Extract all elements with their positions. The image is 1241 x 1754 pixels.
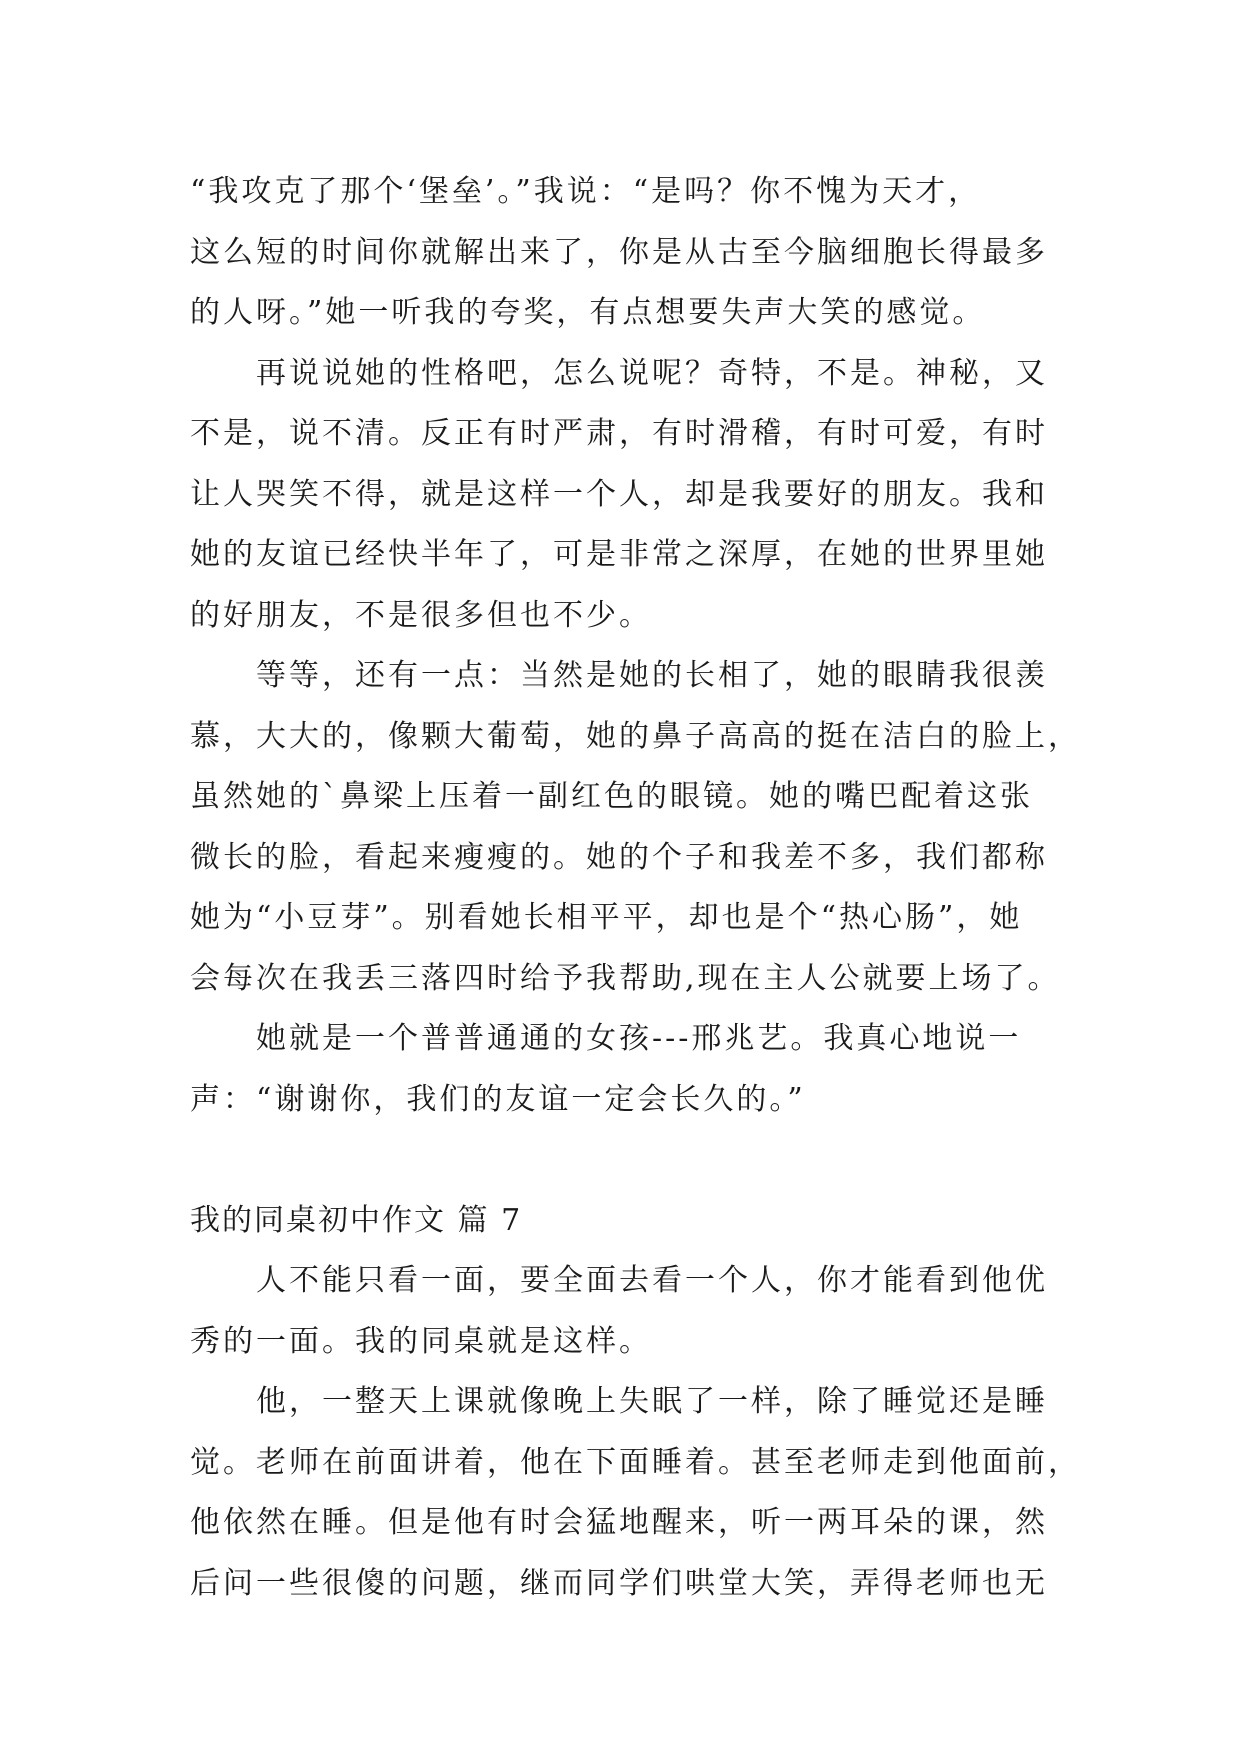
text-line: 微长的脸，看起来瘦瘦的。她的个子和我差不多，我们都称 (190, 839, 1048, 875)
text-line: 这么短的时间你就解出来了，你是从古至今脑细胞长得最多 (190, 234, 1048, 270)
text-line: 让人哭笑不得，就是这样一个人，却是我要好的朋友。我和 (190, 476, 1048, 512)
text-line: 虽然她的`鼻梁上压着一副红色的眼镜。她的嘴巴配着这张 (190, 779, 1033, 814)
paragraph (190, 344, 1060, 647)
paragraph (190, 1372, 1081, 1614)
text-line: 她为“小豆芽”。别看她长相平平，却也是个“热心肠”，她 (190, 900, 1023, 935)
paragraph-spacer (190, 1130, 1060, 1191)
paragraph (190, 646, 1081, 1009)
paragraph (190, 162, 1060, 344)
text-line: 秀的一面。我的同桌就是这样。 (190, 1323, 652, 1359)
text-line: 等等，还有一点：当然是她的长相了，她的眼睛我很羡 (256, 658, 1048, 693)
text-line: 后问一些很傻的问题，继而同学们哄堂大笑，弄得老师也无 (190, 1565, 1048, 1601)
text-line: 声：“谢谢你，我们的友谊一定会长久的。” (190, 1081, 806, 1117)
document-body (190, 162, 1081, 1614)
text-line: 会每次在我丢三落四时给予我帮助,现在主人公就要上场了。 (190, 960, 1061, 996)
text-line: 他，一整天上课就像晚上失眠了一样，除了睡觉还是睡 (256, 1384, 1048, 1419)
text-line: “我攻克了那个‘堡垒’。”我说：“是吗？你不愧为天才， (190, 174, 982, 209)
text-line: 他依然在睡。但是他有时会猛地醒来，听一两耳朵的课，然 (190, 1505, 1048, 1540)
paragraph (190, 1251, 1060, 1372)
text-line: 慕，大大的，像颗大葡萄，她的鼻子高高的挺在洁白的脸上， (190, 718, 1081, 754)
paragraph (190, 1009, 1060, 1130)
section-heading: 我的同桌初中作文 篇 7 (190, 1202, 523, 1238)
text-line: 觉。老师在前面讲着，他在下面睡着。甚至老师走到他面前， (190, 1444, 1081, 1480)
text-line: 她就是一个普普通通的女孩---邢兆艺。我真心地说一 (256, 1021, 1022, 1056)
text-line: 的好朋友，不是很多但也不少。 (190, 597, 652, 633)
text-line: 不是，说不清。反正有时严肃，有时滑稽，有时可爱，有时 (190, 416, 1048, 451)
text-line: 人不能只看一面，要全面去看一个人，你才能看到他优 (256, 1263, 1048, 1298)
text-line: 她的友谊已经快半年了，可是非常之深厚，在她的世界里她 (190, 537, 1048, 572)
text-line: 的人呀。”她一听我的夸奖，有点想要失声大笑的感觉。 (190, 295, 986, 330)
text-line: 再说说她的性格吧，怎么说呢？奇特，不是。神秘，又 (256, 355, 1048, 391)
